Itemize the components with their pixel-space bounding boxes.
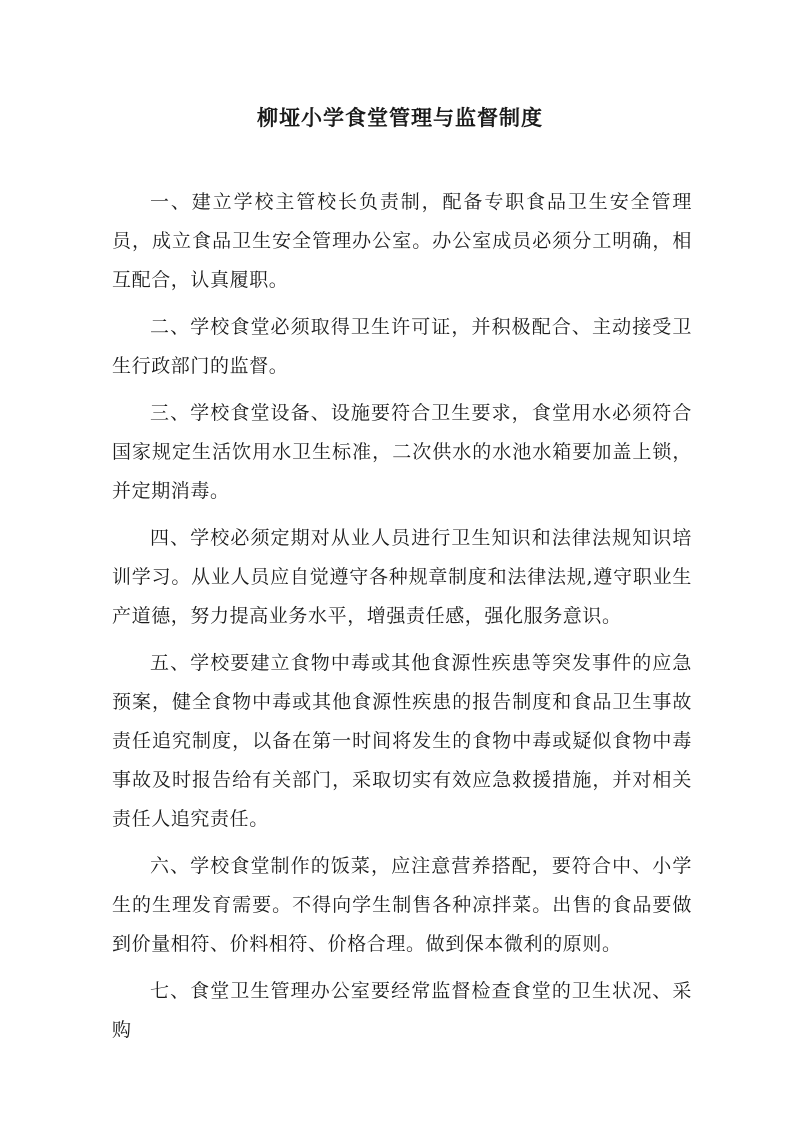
document-title: 柳垭小学食堂管理与监督制度 [257,105,543,130]
paragraph-3: 三、学校食堂设备、设施要符合卫生要求，食堂用水必须符合国家规定生活饮用水卫生标准，二次供水的水池水箱要加盖上锁，并定期消毒。 [112,402,692,502]
document-body [112,183,692,1058]
paragraph-7: 七、食堂卫生管理办公室要经常监督检查食堂的卫生状况、采购 [112,980,692,1041]
paragraph-2: 二、学校食堂必须取得卫生许可证，并积极配合、主动接受卫生行政部门的监督。 [112,316,692,377]
paragraph-1: 一、建立学校主管校长负责制，配备专职食品卫生安全管理员，成立食品卫生安全管理办公室。办公室成员必须分工明确，相互配合，认真履职。 [112,191,692,291]
paragraph-6: 六、学校食堂制作的饭菜，应注意营养搭配，要符合中、小学生的生理发育需要。不得向学生制售各种凉拌菜。出售的食品要做到价量相符、价料相符、价格合理。做到保本微利的原则。 [112,855,692,955]
paragraph-4: 四、学校必须定期对从业人员进行卫生知识和法律法规知识培训学习。从业人员应自觉遵守各种规章制度和法律法规,遵守职业生产道德，努力提高业务水平，增强责任感，强化服务意识。 [112,527,692,627]
paragraph-5: 五、学校要建立食物中毒或其他食源性疾患等突发事件的应急预案，健全食物中毒或其他食源性疾患的报告制度和食品卫生事故责任追究制度，以备在第一时间将发生的食物中毒或疑似食物中毒事故及时报告给有关部门，采取切实有效应急救援措施，并对相关责任人追究责任。 [112,652,692,830]
